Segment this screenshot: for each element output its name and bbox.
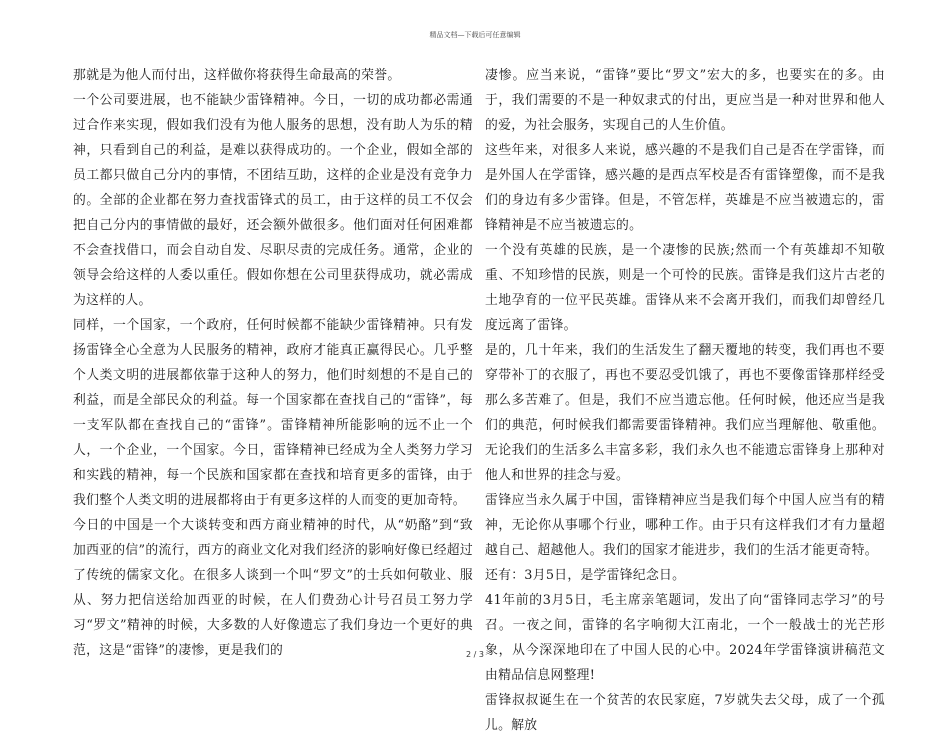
paragraph: 还有：3月5日，是学雷锋纪念日。 xyxy=(485,568,686,583)
paragraph: 是的，几十年来，我们的生活发生了翻天覆地的转变，我们再也不要穿带补丁的衣服了，再也不要忍受饥饿了，再也不要像雷锋那样经受那么多苦难了。但是，我们不应当遗忘他。任何时候，他还应当是我们的典范，何时候我们都需要雷锋精神。我们应当理解他、敬重他。无论我们的生活多么丰富多彩，我们永久也不能遗忘雷锋身上那种对他人和世界的挂念与爱。 xyxy=(485,343,885,483)
paragraph: 雷锋应当永久属于中国，雷锋精神应当是我们每个中国人应当有的精神，无论你从事哪个行业，哪种工作。由于只有这样我们才有力量超越自己、超越他人。我们的国家才能进步，我们的生活才能更奇特。 xyxy=(485,493,885,558)
page-number: 2 / 3 xyxy=(466,650,484,659)
paragraph: 今日的中国是一个大谈转变和西方商业精神的时代，从“奶酪”到“致加西亚的信”的流行，西方的商业文化对我们经济的影响好像已经超过了传统的儒家文化。在很多人谈到一个叫“罗文”的士兵如何敬业、服从、努力把信送给加西亚的时候，在人们费劲心计号召员工努力学习“罗文”精神的时候，大多数的人好像遗忘了我们身边一个更好的典范，这是“雷锋”的凄惨，更是我们的 xyxy=(73,518,473,658)
left-column xyxy=(73,63,473,663)
paragraph: 一个没有英雄的民族，是一个凄惨的民族;然而一个有英雄却不知敬重、不知珍惜的民族，则是一个可怜的民族。雷锋是我们这片古老的土地孕育的一位平民英雄。雷锋从来不会离开我们，而我们却曾经几度远离了雷锋。 xyxy=(485,243,885,333)
page-header: 精品文档—下载后可任意编辑 xyxy=(429,31,521,39)
paragraph: 一个公司要进展，也不能缺少雷锋精神。今日，一切的成功都必需通过合作来实现，假如我们没有为他人服务的思想，没有助人为乐的精神，只看到自己的利益，是难以获得成功的。一个企业，假如全部的员工都只做自己分内的事情，不团结互助，这样的企业是没有竞争力的。全部的企业都在努力查找雷锋式的员工，由于这样的员工不仅会把自己分内的事情做的最好，还会额外做很多。他们面对任何困难都不会查找借口，而会自动自发、尽职尽责的完成任务。通常，企业的领导会给这样的人委以重任。假如你想在公司里获得成功，就必需成为这样的人。 xyxy=(73,93,473,308)
right-column xyxy=(485,63,885,738)
paragraph: 41年前的3月5日，毛主席亲笔题词，发出了向“雷锋同志学习”的号召。一夜之间，雷锋的名字响彻大江南北，一个一般战士的光芒形象，从今深深地印在了中国人民的心中。2024年学雷锋演讲稿范文由精品信息网整理! xyxy=(485,593,885,683)
paragraph: 这些年来，对很多人来说，感兴趣的不是我们自己是否在学雷锋，而是外国人在学雷锋，感兴趣的是西点军校是否有雷锋塑像，而不是我们的身边有多少雷锋。但是，不管怎样，英雄是不应当被遗忘的，雷锋精神是不应当被遗忘的。 xyxy=(485,143,885,233)
paragraph: 同样，一个国家，一个政府，任何时候都不能缺少雷锋精神。只有发扬雷锋全心全意为人民服务的精神，政府才能真正赢得民心。几乎整个人类文明的进展都依靠于这种人的努力，他们时刻想的不是自己的利益，而是全部民众的利益。每一个国家都在查找自己的“雷锋”，每一支军队都在查找自己的“雷锋”。雷锋精神所能影响的远不止一个人，一个企业，一个国家。今日，雷锋精神已经成为全人类努力学习和实践的精神，每一个民族和国家都在查找和培育更多的雷锋，由于我们整个人类文明的进展都将由于有更多这样的人而变的更加奇特。 xyxy=(73,318,473,508)
paragraph: 凄惨。应当来说，“雷锋”要比“罗文”宏大的多，也要实在的多。由于，我们需要的不是一种奴隶式的付出，更应当是一种对世界和他人的爱，为社会服务，实现自己的人生价值。 xyxy=(485,68,885,133)
paragraph: 那就是为他人而付出，这样做你将获得生命最高的荣誉。 xyxy=(73,68,401,83)
paragraph: 雷锋叔叔诞生在一个贫苦的农民家庭，7岁就失去父母，成了一个孤儿。解放 xyxy=(485,693,885,733)
